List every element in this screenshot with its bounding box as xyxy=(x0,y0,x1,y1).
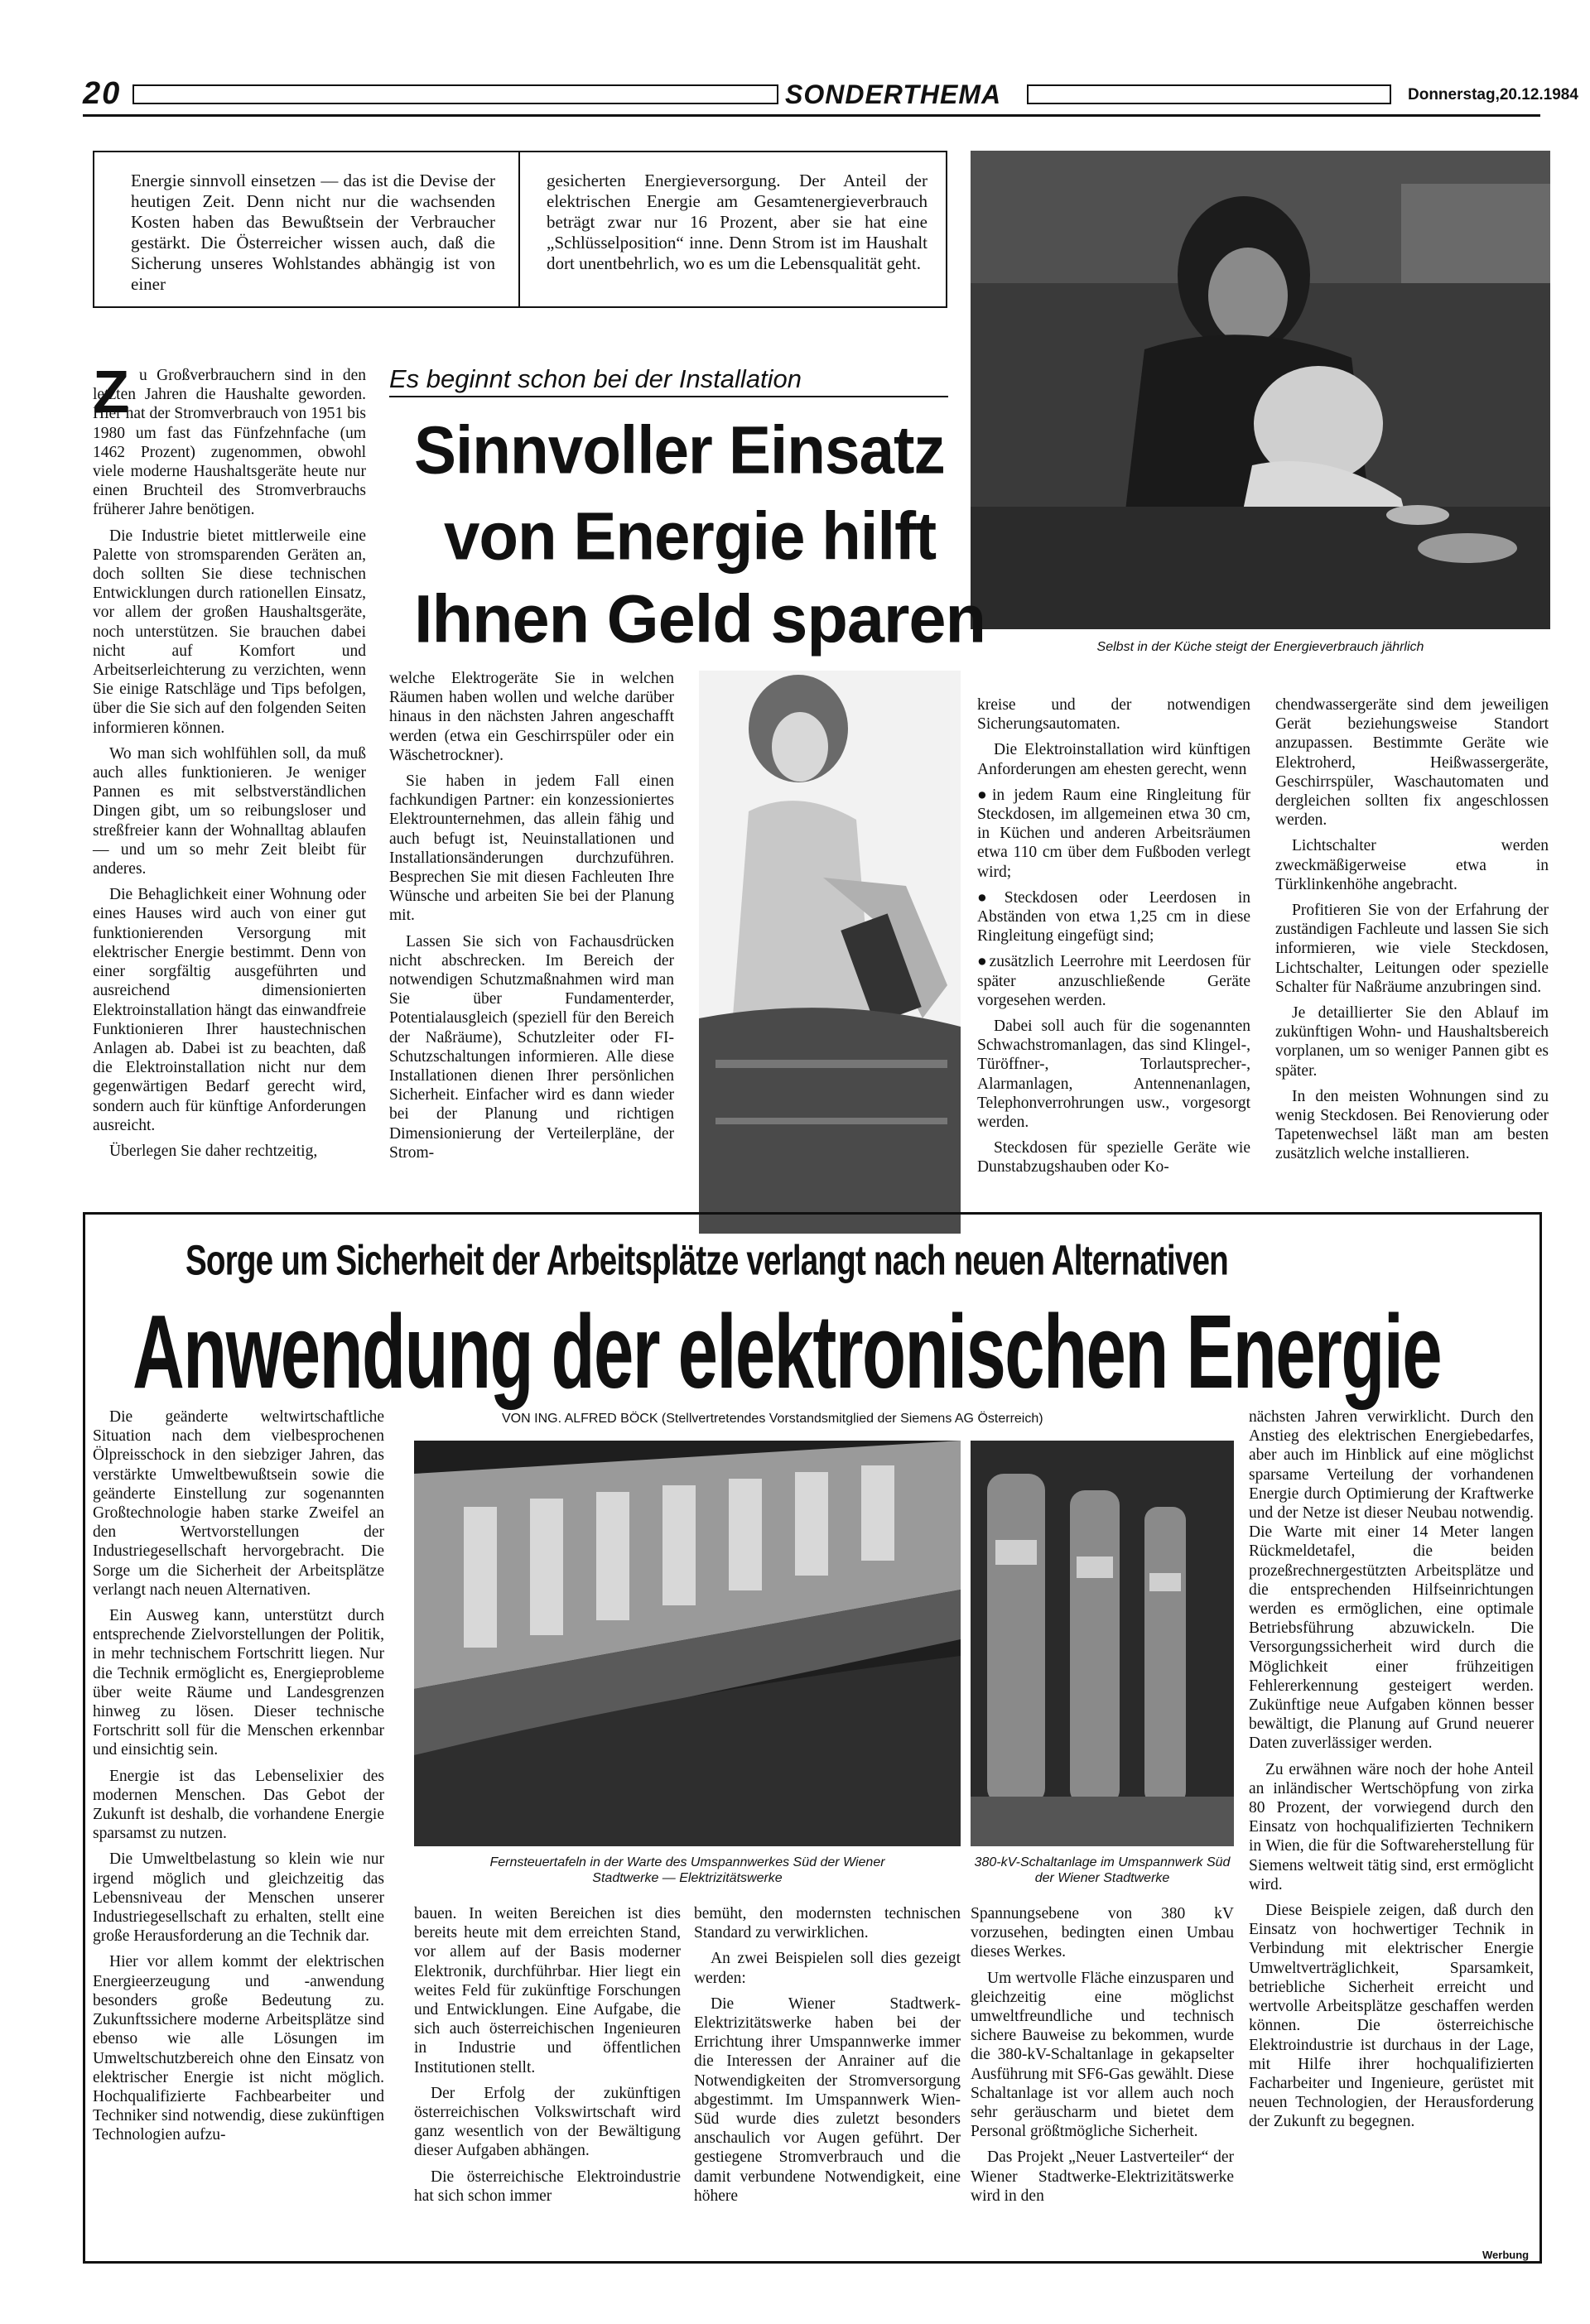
top-col3-bullet-2: ● Steckdosen oder Leerdosen in Abständen von etwa 1,25 cm in diese Ringleitung eingefügt sind; xyxy=(977,888,1250,946)
top-col-2 xyxy=(389,669,674,1169)
woman-photo-illustration xyxy=(699,671,961,1234)
top-headline-line-3: Ihnen Geld sparen xyxy=(414,580,986,657)
bottom-col-5 xyxy=(1249,1407,1534,2139)
masthead-rule xyxy=(83,114,1540,117)
control-room-photo xyxy=(414,1441,961,1846)
section-title: SONDERTHEMA xyxy=(785,79,1002,109)
issue-date: Donnerstag,20.12.1984 xyxy=(1408,86,1578,103)
top-col2-p3: Lassen Sie sich von Fachausdrücken nicht abschrecken. Im Bereich der notwendigen Schutzmaßnahmen wird man Sie über Fundamenterder, Potentialausgleich (speziell für den Bereich der Naßräume), Schutzleiter oder FI-Schutzschaltungen informieren. Alle diese Installationen dienen Ihrer persönlichen Sicherheit. Einfacher wird es dann wieder bei der Planung und richtigen Dimensionierung der Verteilerpläne, der Strom- xyxy=(389,932,674,1162)
control-room-illustration xyxy=(414,1441,961,1846)
bottom-col3-p2: An zwei Beispielen soll dies gezeigt werden: xyxy=(694,1950,961,1987)
bottom-col2-p2: Der Erfolg der zukünftigen österreichischen Volkswirtschaft wird ganz wesentlich von der Bewältigung dieser Aufgaben abhängen. xyxy=(414,2084,681,2160)
bottom-col1-p4: Die Umweltbelastung so klein wie nur irgend möglich und gleichzeitig das Lebensniveau der Menschen unserer Industriegesellschaft zu erhalten, stellt eine große Herausforderung an die Technik dar. xyxy=(93,1850,384,1946)
top-col1-p2: Die Industrie bietet mittlerweile eine Palette von stromsparenden Geräten an, doch sollten Sie diese technischen Entwicklungen durch rationellen Einsatz, vor allem der großen Haushaltsgeräte, noch unterstützen. Sie brauchen dabei nicht auf Komfort und Arbeitserleichterung zu verzichten, wenn Sie einige Ratschläge und Tips befolgen, über die Sie sich auf den folgenden Seiten informieren können. xyxy=(93,527,366,737)
top-col3-p7: Steckdosen für spezielle Geräte wie Dunstabzugshauben oder Ko- xyxy=(977,1139,1250,1176)
masthead-bar-right xyxy=(1027,84,1391,104)
drop-cap: Z xyxy=(93,359,129,426)
masthead xyxy=(83,76,1578,114)
bottom-headline: Anwendung der elektronischen Energie xyxy=(132,1293,1442,1411)
top-headline-line-1: Sinnvoller Einsatz xyxy=(414,411,945,488)
top-col3-p2: Die Elektroinstallation wird künftigen Anforderungen am ehesten gerecht, wenn xyxy=(977,741,1250,778)
top-col4-p5: In den meisten Wohnungen sind zu wenig Steckdosen. Bei Renovierung oder Tapetenwechsel läßt man am besten zusätzlich welche installieren. xyxy=(1275,1087,1549,1163)
bottom-col5-p1: nächsten Jahren verwirklicht. Durch den Anstieg des elektrischen Energiebedarfes, aber auch im Hinblick auf eine möglichst sparsame Verteilung der vorhandenen Energie durch Optimierung der Kraftwerke und der Netze ist dieser Neubau notwendig. Die Warte mit einer 14 Meter langen Rückmeldetafel, die beiden prozeßrechnergestützten Arbeitsplätze und die entsprechenden Hilfseinrichtungen werden es ermöglichen, eine optimale Betriebsführung abzuwickeln. Die Versorgungssicherheit wird durch die Möglichkeit einer frühzeitigen Fehlererkennung gesteigert werden. Zukünftige neue Aufgaben können besser bewältigt, die Planung auf Grund neuerer Daten zuverlässiger werden. xyxy=(1249,1408,1534,1753)
top-col1-p3: Wo man sich wohlfühlen soll, da muß auch alles funktionieren. Je weniger Pannen es mit selbstverständlichen Dingen gibt, um so reibungsloser und streßfreier kann der Wohnalltag ablaufen — und um so mehr Zeit bleibt für anderes. xyxy=(93,744,366,878)
bottom-col3-p3: Die Wiener Stadtwerk-Elektrizitätswerke haben bei der Errichtung ihrer Umspannwerke immer die Interessen der Anrainer auf die Notwendigkeiten der Stromversorgung abgestimmt. Im Umspannwerk Wien-Süd wurde dies zuletzt besonders anschaulich vor Augen geführt. Der gestiegene Stromverbrauch und die damit verbundene Notwendigkeit, eine höhere xyxy=(694,1994,961,2205)
top-col3-bullet-1: ● in jedem Raum eine Ringleitung für Steckdosen, im allgemeinen etwa 30 cm, in Küchen und anderen Arbeitsräumen etwa 110 cm über dem Fußboden verlegt wird; xyxy=(977,786,1250,882)
bottom-col4-p3: Das Projekt „Neuer Lastverteiler“ der Wiener Stadtwerke-Elektrizitätswerke wird in den xyxy=(971,2148,1234,2205)
top-col4-p3: Profitieren Sie von der Erfahrung der zuständigen Fachleute und lassen Sie sich informieren, wie viele Steckdosen, Lichtschalter, Leitungen oder spezielle Schalter für Naßräume anzubringen sind. xyxy=(1275,902,1549,996)
top-col-3 xyxy=(977,695,1250,1184)
bottom-col-2 xyxy=(414,1904,681,2212)
byline: VON ING. ALFRED BÖCK (Stellvertretendes Vorstandsmitglied der Siemens AG Österreich) xyxy=(502,1412,1043,1426)
top-kicker-rule xyxy=(389,396,948,397)
bottom-col1-p5: Hier vor allem kommt der elektrischen Energieerzeugung und -anwendung besonders große Bedeutung zu. Zukunftssichere moderne Arbeitsplätze sind ebenso wie alle Lösungen im Umweltschutzbereich ohne den Einsatz von elektrischer Energie ist nicht möglich. Hochqualifizierte Fachbearbeiter und Techniker sind notwendig, diese zukünftigen Technologien aufzu- xyxy=(93,1953,384,2144)
top-col1-p4: Die Behaglichkeit einer Wohnung oder eines Hauses wird auch von einer gut funktionierenden Versorgung mit elektrischer Energie bestimmt. Denn von einer sorgfältig ausgeführten und ausreichend dimensionierten Elektroinstallation hängt das einwandfreie Funktionieren Ihrer haustechnischen Anlagen ab. Dabei ist zu beachten, daß die Elektroinstallation nicht nur dem gegenwärtigen Bedarf gerecht wird, sondern auch für künftige Anforderungen ausreicht. xyxy=(93,886,366,1134)
top-col3-p1: kreise und der notwendigen Sicherungsautomaten. xyxy=(977,696,1250,734)
lead-divider xyxy=(518,152,520,306)
bottom-col5-p2: Zu erwähnen wäre noch der hohe Anteil an inländischer Wertschöpfung von zirka 80 Prozent, der vorwiegend durch den Einsatz von hochqualifizierten Technikern in Wien, die für die Softwareherstellung für Siemens weltweit tätig sind, erst ermöglicht wird. xyxy=(1249,1760,1534,1893)
bottom-col-1 xyxy=(93,1407,384,2152)
bottom-col-3 xyxy=(694,1904,961,2212)
bottom-col2-p3: Die österreichische Elektroindustrie hat sich schon immer xyxy=(414,2168,681,2205)
bottom-col3-p1: bemüht, den modernsten technischen Standard zu verwirklichen. xyxy=(694,1905,961,1942)
top-col-1 xyxy=(93,366,366,1167)
bottom-kicker: Sorge um Sicherheit der Arbeitsplätze verlangt nach neuen Alternativen xyxy=(186,1236,1228,1284)
bottom-col1-p2: Ein Ausweg kann, unterstützt durch entsprechende Zielvorstellungen der Politik, in mehr technischem Fortschritt liegen. Nur die Technik ermöglicht es, Energieprobleme über weite Räume und Landesgrenzen hinweg zu lösen. Dieser technische Fortschritt soll für die Menschen erkennbar und einsichtig sein. xyxy=(93,1607,384,1759)
top-col1-p1: u Großverbrauchern sind in den letzten Jahren die Haushalte geworden. Hier hat der Stromverbrauch von 1951 bis 1980 um fast das Fünfzehnfache (um 1462 Prozent) zugenommen, obwohl viele moderne Haushaltsgeräte heute nur einen Bruchteil des Stromverbrauchs früherer Jahre benötigen. xyxy=(93,367,366,519)
masthead-bar-left xyxy=(132,84,778,104)
bottom-col1-p1: Die geänderte weltwirtschaftliche Situation nach dem vielbesprochenen Ölpreisschock in den siebziger Jahren, das verstärkte Umweltbewußtsein sowie die geänderte Einstellung zur sogenannten Großtechnologie haben starke Zweifel an den Wertvorstellungen der Industriegesellschaft hervorgebracht. Die Sorge um die Sicherheit der Arbeitsplätze verlangt nach neuen Alternativen. xyxy=(93,1408,384,1599)
page-number: 20 xyxy=(83,76,122,111)
top-col2-p2: Sie haben in jedem Fall einen fachkundigen Partner: ein konzessioniertes Elektrounternehmen, das allein fähig und auch befugt ist, Neuinstallationen und Installationsänderungen durchzuführen. Besprechen Sie mit diesen Fachleuten Ihre Wünsche und arbeiten Sie bei der Planung mit. xyxy=(389,772,674,925)
kitchen-photo-illustration xyxy=(971,151,1550,629)
lead-right: gesicherten Energieversorgung. Der Anteil der elektrischen Energie am Gesamtenergieverbrauch beträgt zwar nur 16 Prozent, aber sie hat eine „Schlüsselposition“ inne. Denn Strom ist im Haushalt dort unentbehrlich, wo es um die Lebensqualität geht. xyxy=(547,171,928,273)
werbung-label: Werbung xyxy=(1482,2249,1530,2261)
top-col1-p5: Überlegen Sie daher rechtzeitig, xyxy=(109,1142,318,1160)
switchgear-illustration xyxy=(971,1441,1234,1846)
top-headline-line-2: von Energie hilft xyxy=(444,498,937,575)
lead-left: Energie sinnvoll einsetzen — das ist die Devise der heutigen Zeit. Denn nicht nur die wachsenden Kosten haben das Bewußtsein der Verbraucher gestärkt. Die Österreicher wissen auch, daß die Sicherung unseres Wohlstandes abhängig ist von einer xyxy=(131,171,495,294)
lead-box xyxy=(93,151,947,308)
kitchen-photo xyxy=(971,151,1550,629)
bottom-col-4 xyxy=(971,1904,1234,2212)
kitchen-photo-caption: Selbst in der Küche steigt der Energieverbrauch jährlich xyxy=(1096,640,1424,654)
control-room-caption: Fernsteuertafeln in der Warte des Umspannwerkes Süd der Wiener Stadtwerke — Elektrizitätswerke xyxy=(489,1855,885,1885)
bottom-col5-p3: Diese Beispiele zeigen, daß durch den Einsatz von hochwertiger Technik in Verbindung mit elektrischer Energie Umweltverträglichkeit, Sparsamkeit, betriebliche Sicherheit erreicht und wertvolle Arbeitsplätze geschaffen werden können. Die österreichische Elektroindustrie ist durchaus in der Lage, mit Hilfe ihrer hochqualifizierten Facharbeiter und Ingenieure, gerüstet mit neuen Technologien, der Herausforderung der Zukunft zu begegnen. xyxy=(1249,1902,1534,2131)
top-col3-bullet-3: ● zusätzlich Leerrohre mit Leerdosen für später anzuschließende Geräte vorgesehen werden. xyxy=(977,952,1250,1010)
switchgear-caption: 380-kV-Schaltanlage im Umspannwerk Süd der Wiener Stadtwerke xyxy=(974,1855,1231,1885)
top-col3-p6: Dabei soll auch für die sogenannten Schwachstromanlagen, das sind Klingel-, Türöffner-, Torlautsprecher-, Alarmanlagen, Antennenanlagen, Telephonverrohrungen usw., vorgesorgt werden. xyxy=(977,1018,1250,1132)
top-col2-p1: welche Elektrogeräte Sie in welchen Räumen haben wollen und welche darüber hinaus in den nächsten Jahren angeschafft werden (etwa ein Geschirrspüler oder ein Wäschetrockner). xyxy=(389,670,674,764)
bottom-col2-p1: bauen. In weiten Bereichen ist dies bereits heute mit dem erreichten Stand, vor allem auf der Basis moderner Elektronik, durchführbar. Hier liegt ein weites Feld für zukünftige Forschungen und Entwicklungen. Eine Aufgabe, die sich auch österreichischen Ingenieuren in Industrie und öffentlichen Institutionen stellt. xyxy=(414,1905,681,2076)
top-col4-p1: chendwassergeräte sind dem jeweiligen Gerät beziehungsweise Standort anzupassen. Bestimmte Geräte wie Elektroherd, Heißwassergeräte, Geschirrspüler, Waschautomaten und dergleichen sollten fix angeschlossen werden. xyxy=(1275,696,1549,830)
top-kicker: Es beginnt schon bei der Installation xyxy=(389,364,802,393)
bottom-col4-p1: Spannungsebene von 380 kV vorzusehen, bedingten einen Umbau dieses Werkes. xyxy=(971,1905,1234,1961)
top-col4-p2: Lichtschalter werden zweckmäßigerweise etwa in Türklinkenhöhe angebracht. xyxy=(1275,837,1549,893)
bottom-col1-p3: Energie ist das Lebenselixier des modernen Menschen. Das Gebot der Zukunft ist deshalb, die vorhandene Energie sparsamst zu nutzen. xyxy=(93,1767,384,1843)
bottom-col4-p2: Um wertvolle Fläche einzusparen und gleichzeitig eine möglichst umweltfreundliche und technisch sichere Bauweise zu bekommen, wurde die 380-kV-Schaltanlage in gekapselter Ausführung mit SF6-Gas gewählt. Diese Schaltanlage ist vor allem auch noch sehr geräuscharm und bietet dem Personal größtmögliche Sicherheit. xyxy=(971,1969,1234,2141)
woman-photo xyxy=(699,671,961,1234)
switchgear-photo xyxy=(971,1441,1234,1846)
top-col-4 xyxy=(1275,695,1549,1171)
top-col4-p4: Je detaillierter Sie den Ablauf im zukünftigen Wohn- und Haushaltsbereich vorplanen, um so weniger Pannen gibt es später. xyxy=(1275,1004,1549,1080)
